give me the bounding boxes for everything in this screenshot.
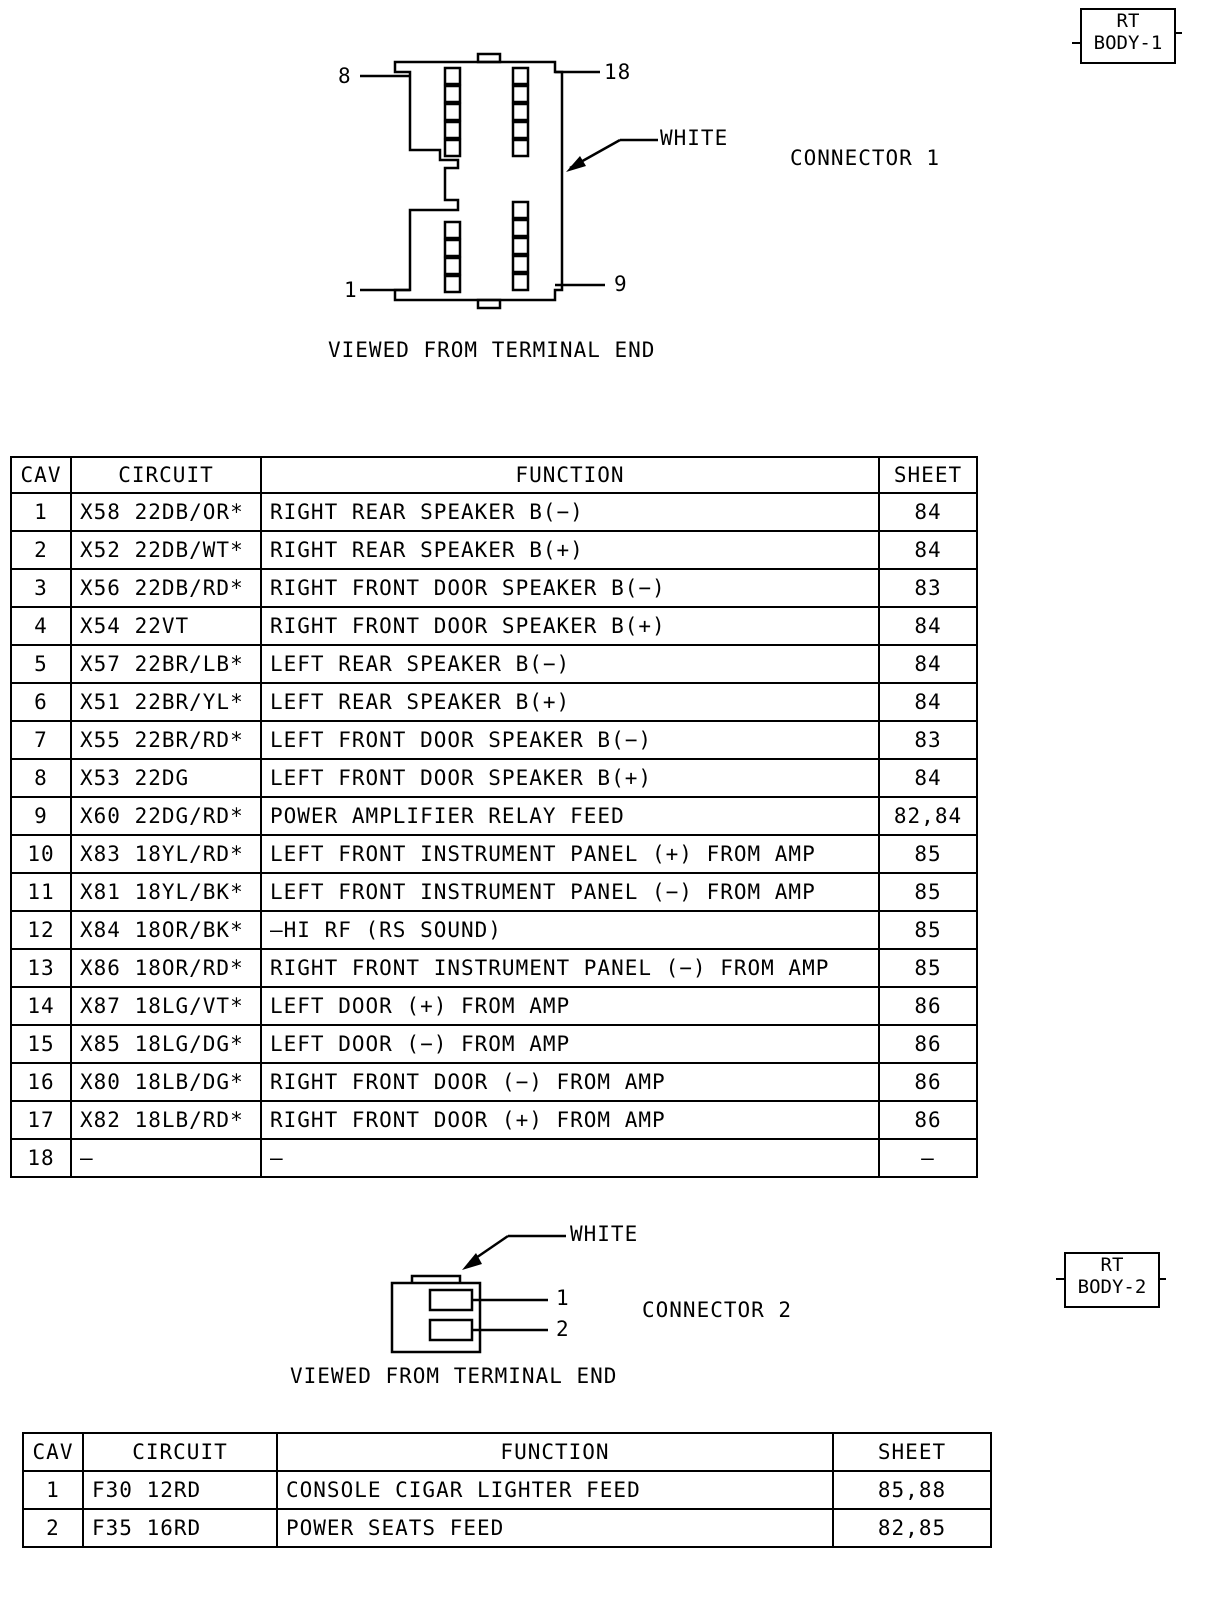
function-cell: LEFT REAR SPEAKER B(+) xyxy=(261,683,879,721)
cav-cell: 1 xyxy=(11,493,71,531)
function-cell: RIGHT FRONT INSTRUMENT PANEL (−) FROM AMP xyxy=(261,949,879,987)
circuit-cell: X55 22BR/RD* xyxy=(71,721,261,759)
connector-1-outline xyxy=(395,62,562,300)
table-row xyxy=(11,987,977,1025)
header-sheet: SHEET xyxy=(833,1433,991,1471)
cav-cell: 18 xyxy=(11,1139,71,1177)
header-function: FUNCTION xyxy=(277,1433,833,1471)
circuit-cell: F35 16RD xyxy=(83,1509,277,1547)
header-sheet: SHEET xyxy=(879,457,977,493)
header-cav: CAV xyxy=(23,1433,83,1471)
connector-1-key-top xyxy=(478,54,500,62)
circuit-cell: X51 22BR/YL* xyxy=(71,683,261,721)
connector-2-table-body xyxy=(23,1471,991,1547)
connector-2-drawing xyxy=(392,1236,566,1352)
sheet-cell: 84 xyxy=(879,493,977,531)
circuit-cell: X52 22DB/WT* xyxy=(71,531,261,569)
white-arrow-head xyxy=(566,156,586,172)
function-cell: LEFT REAR SPEAKER B(−) xyxy=(261,645,879,683)
table-row xyxy=(11,1101,977,1139)
sheet-cell: 82,85 xyxy=(833,1509,991,1547)
circuit-cell: X87 18LG/VT* xyxy=(71,987,261,1025)
circuit-cell: X84 18OR/BK* xyxy=(71,911,261,949)
table-row xyxy=(11,911,977,949)
circuit-cell: X57 22BR/LB* xyxy=(71,645,261,683)
circuit-cell: X56 22DB/RD* xyxy=(71,569,261,607)
connector-1-view-caption: VIEWED FROM TERMINAL END xyxy=(328,338,656,362)
circuit-cell: X83 18YL/RD* xyxy=(71,835,261,873)
function-cell: RIGHT FRONT DOOR SPEAKER B(+) xyxy=(261,607,879,645)
sheet-cell: 83 xyxy=(879,569,977,607)
cav-cell: 2 xyxy=(23,1509,83,1547)
connector-1-drawing xyxy=(360,54,658,308)
cav-cell: 10 xyxy=(11,835,71,873)
function-cell: RIGHT FRONT DOOR (+) FROM AMP xyxy=(261,1101,879,1139)
tag-tick-right xyxy=(1158,1278,1166,1280)
sheet-cell: 84 xyxy=(879,683,977,721)
cav-cell: 4 xyxy=(11,607,71,645)
table-row xyxy=(11,949,977,987)
connector-1-cavity-table xyxy=(10,456,978,1178)
header-circuit: CIRCUIT xyxy=(71,457,261,493)
table-row xyxy=(11,531,977,569)
connector-2-title: CONNECTOR 2 xyxy=(642,1298,793,1322)
cav-cell: 6 xyxy=(11,683,71,721)
tag-line-1: RT xyxy=(1100,1254,1124,1276)
circuit-cell: X58 22DB/OR* xyxy=(71,493,261,531)
cav-cell: 11 xyxy=(11,873,71,911)
connector-2-cavity-2 xyxy=(430,1320,472,1340)
sheet-cell: 84 xyxy=(879,759,977,797)
function-cell: RIGHT FRONT DOOR (−) FROM AMP xyxy=(261,1063,879,1101)
tag-tick-left xyxy=(1056,1278,1064,1280)
connector-2-color-label: WHITE xyxy=(570,1222,639,1246)
table-row xyxy=(23,1471,991,1509)
sheet-cell: 86 xyxy=(879,1101,977,1139)
cav-cell: 17 xyxy=(11,1101,71,1139)
pin-label-8: 8 xyxy=(338,64,352,88)
pin-label-c2-1: 1 xyxy=(556,1286,570,1310)
header-function: FUNCTION xyxy=(261,457,879,493)
connector-2-outline xyxy=(392,1283,480,1352)
sheet-cell: 85,88 xyxy=(833,1471,991,1509)
circuit-cell: X82 18LB/RD* xyxy=(71,1101,261,1139)
header-circuit: CIRCUIT xyxy=(83,1433,277,1471)
circuit-cell: X53 22DG xyxy=(71,759,261,797)
pin-label-c2-2: 2 xyxy=(556,1317,570,1341)
tag-line-1: RT xyxy=(1116,10,1140,32)
function-cell: LEFT FRONT DOOR SPEAKER B(+) xyxy=(261,759,879,797)
function-cell: POWER AMPLIFIER RELAY FEED xyxy=(261,797,879,835)
cav-cell: 1 xyxy=(23,1471,83,1509)
function-cell: LEFT FRONT INSTRUMENT PANEL (−) FROM AMP xyxy=(261,873,879,911)
header-cav: CAV xyxy=(11,457,71,493)
cav-cell: 15 xyxy=(11,1025,71,1063)
sheet-cell: 85 xyxy=(879,911,977,949)
table-row xyxy=(11,645,977,683)
circuit-cell: — xyxy=(71,1139,261,1177)
pin-label-1: 1 xyxy=(344,278,358,302)
sheet-cell: 82,84 xyxy=(879,797,977,835)
cav-cell: 14 xyxy=(11,987,71,1025)
circuit-cell: X60 22DG/RD* xyxy=(71,797,261,835)
circuit-cell: X81 18YL/BK* xyxy=(71,873,261,911)
sheet-cell: 86 xyxy=(879,1025,977,1063)
circuit-cell: F30 12RD xyxy=(83,1471,277,1509)
function-cell: LEFT DOOR (+) FROM AMP xyxy=(261,987,879,1025)
connector-1-title: CONNECTOR 1 xyxy=(790,146,941,170)
connector-1-color-label: WHITE xyxy=(660,126,729,150)
sheet-cell: 86 xyxy=(879,987,977,1025)
cav-cell: 5 xyxy=(11,645,71,683)
pin-label-9: 9 xyxy=(614,272,628,296)
circuit-cell: X80 18LB/DG* xyxy=(71,1063,261,1101)
sheet-cell: 84 xyxy=(879,607,977,645)
tag-line-2: BODY-2 xyxy=(1077,1276,1147,1298)
table-row xyxy=(11,759,977,797)
connector-2-view-caption: VIEWED FROM TERMINAL END xyxy=(290,1364,618,1388)
function-cell: RIGHT FRONT DOOR SPEAKER B(−) xyxy=(261,569,879,607)
table-row xyxy=(11,1139,977,1177)
sheet-cell: — xyxy=(879,1139,977,1177)
function-cell: LEFT FRONT DOOR SPEAKER B(−) xyxy=(261,721,879,759)
tag-rt-body-2 xyxy=(1064,1252,1160,1308)
circuit-cell: X86 18OR/RD* xyxy=(71,949,261,987)
cav-cell: 3 xyxy=(11,569,71,607)
connector-2-cavity-table xyxy=(22,1432,992,1548)
circuit-cell: X54 22VT xyxy=(71,607,261,645)
pin-label-18: 18 xyxy=(604,60,632,84)
function-cell: —HI RF (RS SOUND) xyxy=(261,911,879,949)
function-cell: CONSOLE CIGAR LIGHTER FEED xyxy=(277,1471,833,1509)
table-row xyxy=(23,1509,991,1547)
cav-cell: 9 xyxy=(11,797,71,835)
cav-cell: 16 xyxy=(11,1063,71,1101)
table-row xyxy=(11,873,977,911)
circuit-cell: X85 18LG/DG* xyxy=(71,1025,261,1063)
connector-1-table-body xyxy=(11,493,977,1177)
function-cell: — xyxy=(261,1139,879,1177)
table-row xyxy=(11,569,977,607)
cav-cell: 12 xyxy=(11,911,71,949)
table-header-row xyxy=(23,1433,991,1471)
table-row xyxy=(11,797,977,835)
sheet-cell: 85 xyxy=(879,873,977,911)
sheet-cell: 85 xyxy=(879,949,977,987)
function-cell: POWER SEATS FEED xyxy=(277,1509,833,1547)
table-header-row xyxy=(11,457,977,493)
table-row xyxy=(11,1063,977,1101)
table-row xyxy=(11,607,977,645)
sheet-cell: 86 xyxy=(879,1063,977,1101)
tag-line-2: BODY-1 xyxy=(1093,32,1163,54)
sheet-cell: 83 xyxy=(879,721,977,759)
sheet-cell: 84 xyxy=(879,531,977,569)
function-cell: RIGHT REAR SPEAKER B(−) xyxy=(261,493,879,531)
table-row xyxy=(11,493,977,531)
table-row xyxy=(11,721,977,759)
connector-1-key-bottom xyxy=(478,300,500,308)
table-row xyxy=(11,835,977,873)
cav-cell: 13 xyxy=(11,949,71,987)
sheet-cell: 85 xyxy=(879,835,977,873)
table-row xyxy=(11,683,977,721)
table-row xyxy=(11,1025,977,1063)
function-cell: RIGHT REAR SPEAKER B(+) xyxy=(261,531,879,569)
cav-cell: 7 xyxy=(11,721,71,759)
cav-cell: 8 xyxy=(11,759,71,797)
function-cell: LEFT DOOR (−) FROM AMP xyxy=(261,1025,879,1063)
connector-2-cavity-1 xyxy=(430,1290,472,1310)
function-cell: LEFT FRONT INSTRUMENT PANEL (+) FROM AMP xyxy=(261,835,879,873)
cav-cell: 2 xyxy=(11,531,71,569)
sheet-cell: 84 xyxy=(879,645,977,683)
